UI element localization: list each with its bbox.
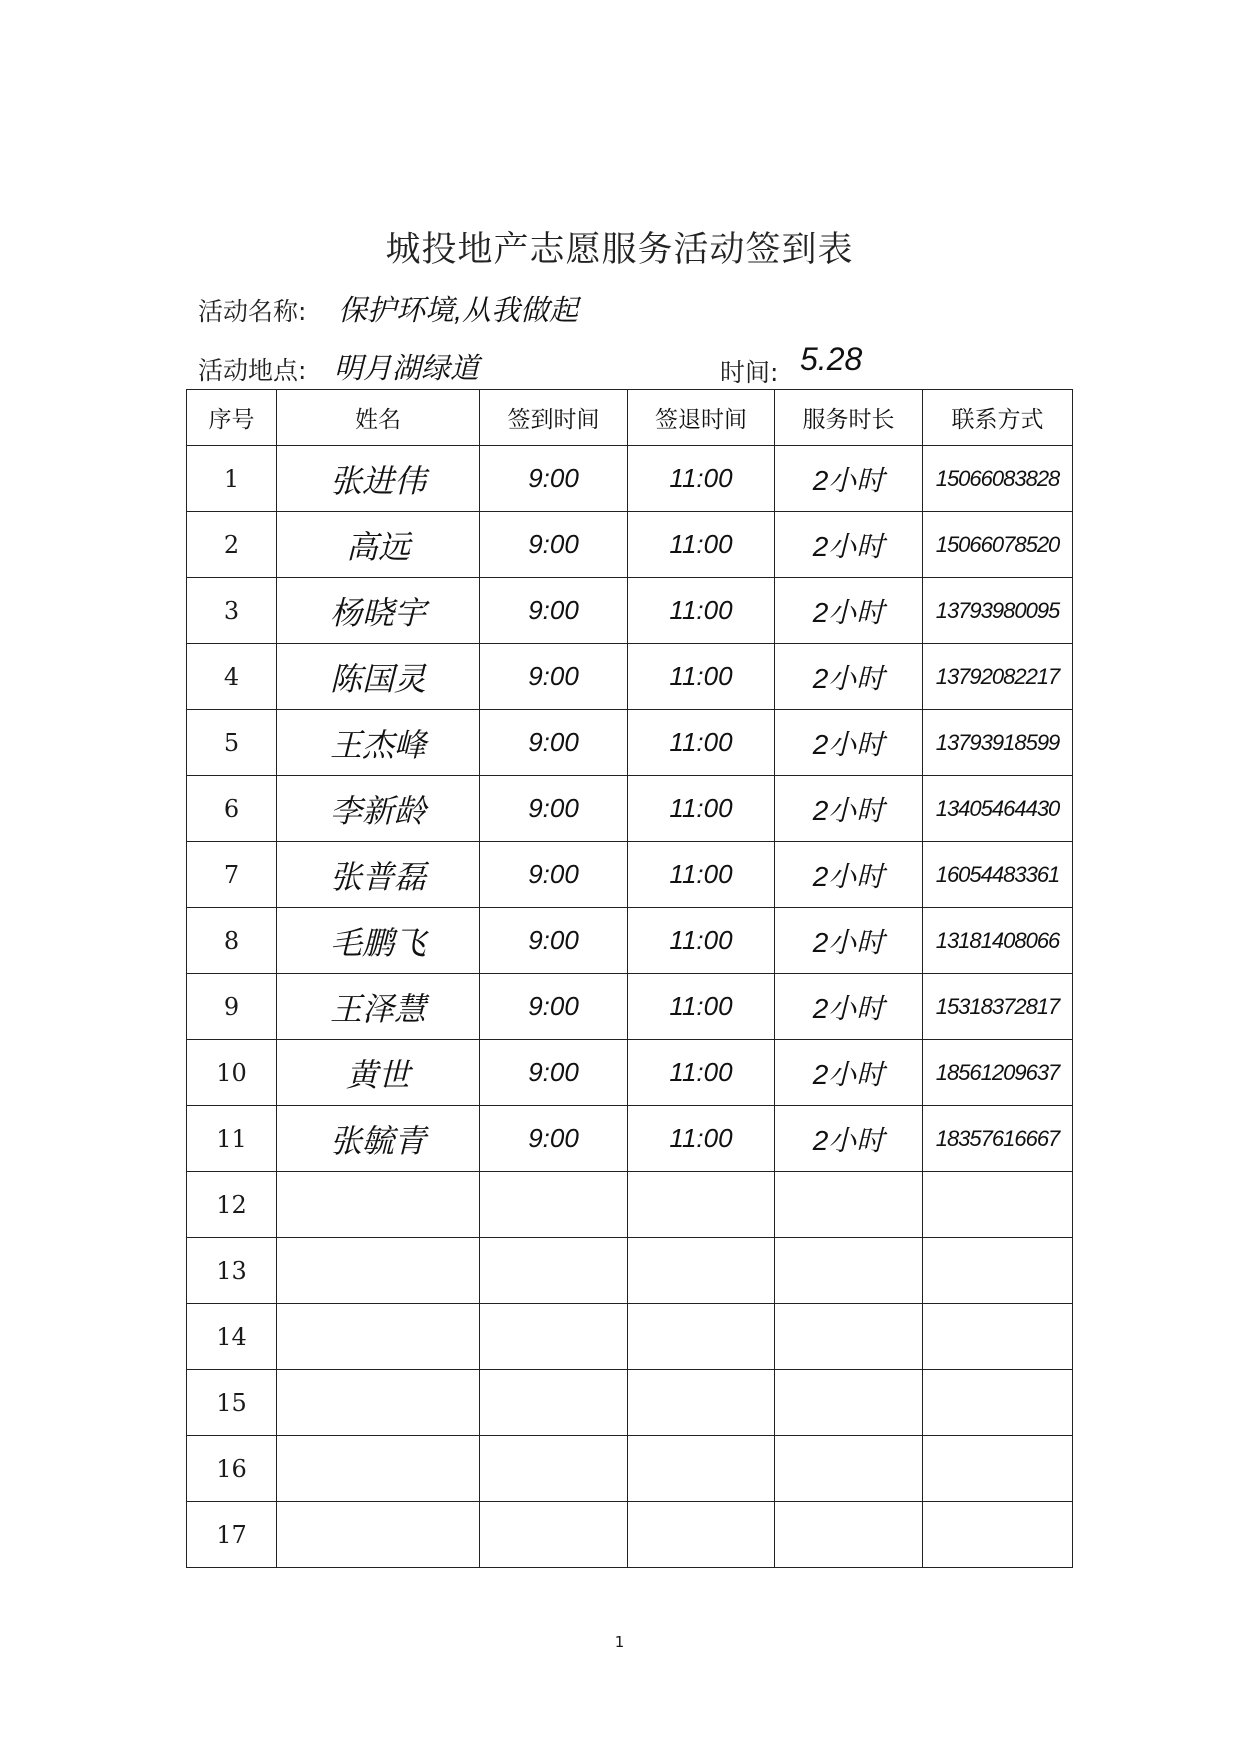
row-signin-time bbox=[480, 1502, 628, 1568]
row-seq: 17 bbox=[187, 1502, 277, 1568]
col-header-signout-time: 签退时间 bbox=[628, 390, 775, 446]
row-name: 王泽慧 bbox=[277, 974, 480, 1040]
row-duration bbox=[775, 1304, 923, 1370]
table-row bbox=[187, 1040, 1073, 1106]
row-phone: 13793918599 bbox=[923, 710, 1073, 776]
row-name bbox=[277, 1436, 480, 1502]
row-seq: 10 bbox=[187, 1040, 277, 1106]
row-duration bbox=[775, 1502, 923, 1568]
row-phone: 16054483361 bbox=[923, 842, 1073, 908]
row-duration: 2小时 bbox=[775, 908, 923, 974]
row-phone: 18357616667 bbox=[923, 1106, 1073, 1172]
row-duration: 2小时 bbox=[775, 776, 923, 842]
activity-name-value: 保护环境,从我做起 bbox=[338, 295, 579, 327]
col-header-duration: 服务时长 bbox=[775, 390, 923, 446]
row-name: 杨晓宇 bbox=[277, 578, 480, 644]
row-seq: 11 bbox=[187, 1106, 277, 1172]
row-signin-time: 9:00 bbox=[480, 644, 628, 710]
row-duration: 2小时 bbox=[775, 644, 923, 710]
table-row bbox=[187, 842, 1073, 908]
row-signin-time bbox=[480, 1370, 628, 1436]
row-signout-time: 11:00 bbox=[628, 512, 775, 578]
row-duration: 2小时 bbox=[775, 446, 923, 512]
row-signin-time bbox=[480, 1172, 628, 1238]
row-signin-time: 9:00 bbox=[480, 512, 628, 578]
table-row bbox=[187, 1370, 1073, 1436]
row-duration bbox=[775, 1370, 923, 1436]
table-row bbox=[187, 1502, 1073, 1568]
row-duration bbox=[775, 1238, 923, 1304]
row-seq: 4 bbox=[187, 644, 277, 710]
row-seq: 5 bbox=[187, 710, 277, 776]
row-signout-time: 11:00 bbox=[628, 1040, 775, 1106]
row-signin-time bbox=[480, 1304, 628, 1370]
row-signout-time: 11:00 bbox=[628, 644, 775, 710]
row-phone: 15066078520 bbox=[923, 512, 1073, 578]
activity-time-label: 时间: bbox=[720, 358, 779, 387]
page-title: 城投地产志愿服务活动签到表 bbox=[385, 230, 854, 270]
row-signout-time: 11:00 bbox=[628, 842, 775, 908]
row-seq: 1 bbox=[187, 446, 277, 512]
row-duration: 2小时 bbox=[775, 1106, 923, 1172]
activity-time-value: 5.28 bbox=[800, 341, 863, 377]
row-signin-time: 9:00 bbox=[480, 1106, 628, 1172]
row-name bbox=[277, 1172, 480, 1238]
row-signout-time: 11:00 bbox=[628, 710, 775, 776]
col-header-contact: 联系方式 bbox=[923, 390, 1073, 446]
row-signin-time: 9:00 bbox=[480, 776, 628, 842]
row-name: 张普磊 bbox=[277, 842, 480, 908]
row-signout-time: 11:00 bbox=[628, 974, 775, 1040]
row-signin-time bbox=[480, 1436, 628, 1502]
row-phone bbox=[923, 1502, 1073, 1568]
row-phone: 15318372817 bbox=[923, 974, 1073, 1040]
row-seq: 8 bbox=[187, 908, 277, 974]
col-header-name: 姓名 bbox=[277, 390, 480, 446]
row-phone: 18561209637 bbox=[923, 1040, 1073, 1106]
row-name: 陈国灵 bbox=[277, 644, 480, 710]
row-signout-time: 11:00 bbox=[628, 1106, 775, 1172]
col-header-signin-time: 签到时间 bbox=[480, 390, 628, 446]
table-row bbox=[187, 710, 1073, 776]
activity-place-value: 明月湖绿道 bbox=[334, 353, 480, 385]
row-duration: 2小时 bbox=[775, 842, 923, 908]
row-duration: 2小时 bbox=[775, 710, 923, 776]
row-name bbox=[277, 1370, 480, 1436]
row-signout-time bbox=[628, 1304, 775, 1370]
row-phone bbox=[923, 1370, 1073, 1436]
row-signout-time: 11:00 bbox=[628, 776, 775, 842]
row-signin-time: 9:00 bbox=[480, 446, 628, 512]
row-phone: 13181408066 bbox=[923, 908, 1073, 974]
row-seq: 13 bbox=[187, 1238, 277, 1304]
table-row bbox=[187, 644, 1073, 710]
table-row bbox=[187, 974, 1073, 1040]
row-name bbox=[277, 1304, 480, 1370]
row-name: 黄世 bbox=[277, 1040, 480, 1106]
row-seq: 15 bbox=[187, 1370, 277, 1436]
activity-name-label: 活动名称: bbox=[198, 297, 307, 326]
row-signout-time bbox=[628, 1238, 775, 1304]
row-duration: 2小时 bbox=[775, 578, 923, 644]
table-row bbox=[187, 1436, 1073, 1502]
row-duration: 2小时 bbox=[775, 1040, 923, 1106]
row-name: 张进伟 bbox=[277, 446, 480, 512]
row-name bbox=[277, 1502, 480, 1568]
row-duration bbox=[775, 1172, 923, 1238]
row-phone bbox=[923, 1172, 1073, 1238]
row-seq: 12 bbox=[187, 1172, 277, 1238]
table-header-row bbox=[187, 390, 1073, 446]
row-signout-time bbox=[628, 1172, 775, 1238]
row-phone: 13792082217 bbox=[923, 644, 1073, 710]
row-duration bbox=[775, 1436, 923, 1502]
row-duration: 2小时 bbox=[775, 512, 923, 578]
row-name bbox=[277, 1238, 480, 1304]
row-name: 毛鹏飞 bbox=[277, 908, 480, 974]
row-signin-time: 9:00 bbox=[480, 908, 628, 974]
table-row bbox=[187, 578, 1073, 644]
table-row bbox=[187, 908, 1073, 974]
page-number: 1 bbox=[614, 1633, 625, 1651]
row-signin-time: 9:00 bbox=[480, 578, 628, 644]
table-row bbox=[187, 1304, 1073, 1370]
row-signin-time: 9:00 bbox=[480, 710, 628, 776]
row-phone: 15066083828 bbox=[923, 446, 1073, 512]
row-signin-time: 9:00 bbox=[480, 1040, 628, 1106]
activity-place-label: 活动地点: bbox=[198, 356, 307, 385]
table-row bbox=[187, 446, 1073, 512]
row-phone bbox=[923, 1238, 1073, 1304]
col-header-seq: 序号 bbox=[187, 390, 277, 446]
table-row bbox=[187, 776, 1073, 842]
table-row bbox=[187, 1172, 1073, 1238]
table-row bbox=[187, 1238, 1073, 1304]
table-row bbox=[187, 1106, 1073, 1172]
row-seq: 16 bbox=[187, 1436, 277, 1502]
row-signin-time: 9:00 bbox=[480, 974, 628, 1040]
row-seq: 3 bbox=[187, 578, 277, 644]
row-name: 张毓青 bbox=[277, 1106, 480, 1172]
row-name: 李新龄 bbox=[277, 776, 480, 842]
row-seq: 6 bbox=[187, 776, 277, 842]
row-seq: 9 bbox=[187, 974, 277, 1040]
row-phone: 13793980095 bbox=[923, 578, 1073, 644]
row-signout-time: 11:00 bbox=[628, 578, 775, 644]
row-name: 王杰峰 bbox=[277, 710, 480, 776]
row-seq: 14 bbox=[187, 1304, 277, 1370]
row-signin-time: 9:00 bbox=[480, 842, 628, 908]
row-name: 高远 bbox=[277, 512, 480, 578]
signin-table bbox=[186, 389, 1073, 1568]
row-signout-time bbox=[628, 1436, 775, 1502]
row-signout-time bbox=[628, 1370, 775, 1436]
row-seq: 7 bbox=[187, 842, 277, 908]
row-phone: 13405464430 bbox=[923, 776, 1073, 842]
row-signin-time bbox=[480, 1238, 628, 1304]
row-signout-time: 11:00 bbox=[628, 908, 775, 974]
row-signout-time: 11:00 bbox=[628, 446, 775, 512]
table-row bbox=[187, 512, 1073, 578]
row-duration: 2小时 bbox=[775, 974, 923, 1040]
row-signout-time bbox=[628, 1502, 775, 1568]
row-seq: 2 bbox=[187, 512, 277, 578]
row-phone bbox=[923, 1436, 1073, 1502]
row-phone bbox=[923, 1304, 1073, 1370]
